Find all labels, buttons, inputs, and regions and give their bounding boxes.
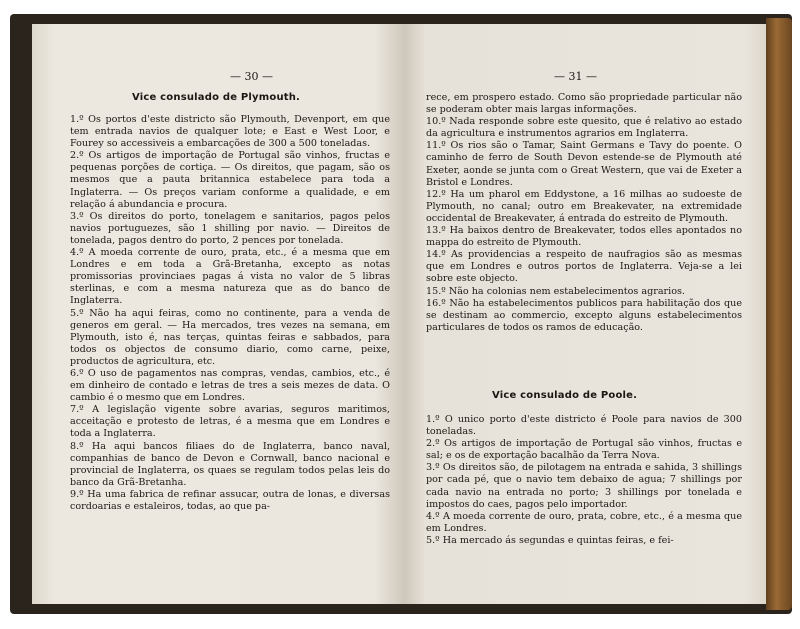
paragraph: 3.º Os direitos do porto, tonelagem e sanitarios, pagos pelos navios portuguezes, são 1 shilling por navio. — Direitos de tonelada, pagos dentro do porto, 2 pences por tonelada. — [70, 210, 390, 246]
paragraph: 7.º A legislação vigente sobre avarias, seguros maritimos, acceitação e protesto de letras, é a mesma que em Londres e toda a Inglaterra. — [70, 404, 390, 440]
paragraph: 15.º Não ha colonias nem estabelecimentos agrarios. — [426, 285, 685, 297]
open-book — [10, 14, 792, 614]
book-edge-right — [766, 18, 792, 610]
paragraph: 8.º Ha aqui bancos filiaes do de Inglaterra, banco naval, companhias de banco de Devon e Cornwall, banco nacional e provincial de Inglaterra, os quaes se regulam todos pelas leis do banco da Grã-Bretanha. — [70, 440, 390, 488]
paragraph: 10.º Nada responde sobre este quesito, que é relativo ao estado da agricultura e instrumentos agrarios em Inglaterra. — [426, 116, 742, 140]
paragraph: 2.º Os artigos de importação de Portugal são vinhos, fructas e pequenas porções de cortiça. — Os direitos, que pagam, são os mesmos que a pauta britannica estabelece para toda a Inglaterra. — Os preços variam conforme a qualidade, e em relação á abundancia e procura. — [70, 150, 390, 210]
right-page — [404, 24, 766, 604]
paragraph: 13.º Ha baixos dentro de Breakevater, todos elles apontados no mappa do estreito de Plymouth. — [426, 225, 742, 249]
section-title: Vice consulado de Plymouth. — [132, 92, 301, 103]
page-number: — 31 — — [554, 70, 597, 83]
paragraph: 9.º Ha uma fabrica de refinar assucar, outra de lonas, e diversas cordoarias e estaleiros, todas, ao que pa- — [70, 488, 390, 512]
paragraph: 16.º Não ha estabelecimentos publicos para habilitação dos que se destinam ao commercio, excepto alguns estabelecimentos particulares de todos os ramos de educação. — [426, 297, 742, 333]
paragraph: 5.º Não ha aqui feiras, como no continente, para a venda de generos em geral. — Ha mercados, tres vezes na semana, em Plymouth, isto é, nas terças, quintas feiras e sabbados, para todos os objectos de consumo diario, como carne, peixe, productos de agricultura, etc. — [70, 307, 390, 367]
left-page-text — [70, 114, 390, 513]
paragraph: 1.º O unico porto d'este districto é Poole para navios de 300 toneladas. — [426, 414, 742, 438]
paragraph: 4.º A moeda corrente de ouro, prata, cobre, etc., é a mesma que em Londres. — [426, 510, 742, 534]
left-page — [32, 24, 404, 604]
paragraph: 4.º A moeda corrente de ouro, prata, etc., é a mesma que em Londres e em toda a Grã-Bretanha, excepto as notas promissorias provinciaes pagas á vista no valor de 5 libras sterlinas, e com a mesma natureza que as do banco de Inglaterra. — [70, 247, 390, 307]
paragraph: 14.º As providencias a respeito de naufragios são as mesmas que em Londres e outros portos de Inglaterra. Veja-se a lei sobre este objecto. — [426, 249, 742, 285]
paragraph: 1.º Os portos d'este districto são Plymouth, Devenport, em que tem entrada navios de qualquer lote; e East e West Loor, e Fourey so accessiveis a embarcações de 300 a 500 toneladas. — [70, 114, 390, 150]
section-title: Vice consulado de Poole. — [492, 390, 638, 401]
paragraph: rece, em prospero estado. Como são propriedade particular não se poderam obter mais largas informações. — [426, 92, 742, 116]
paragraph: 2.º Os artigos de importação de Portugal são vinhos, fructas e sal; e os de exportação bacalhão da Terra Nova. — [426, 438, 742, 462]
paragraph: 5.º Ha mercado ás segundas e quintas feiras, e fei- — [426, 534, 674, 546]
paragraph: 11.º Os rios são o Tamar, Saint Germans e Tavy do poente. O caminho de ferro de South Devon estende-se de Plymouth até Exeter, aonde se junta com o Great Western, que vai de Exeter a Bristol e Londres. — [426, 140, 742, 188]
paragraph: 3.º Os direitos são, de pilotagem na entrada e sahida, 3 shillings por cada pé, que o navio tem debaixo de agua; 7 shillings por cada navio na entrada no porto; 3 shillings por tonelada e impostos do caes, pagos pelo importador. — [426, 462, 742, 510]
paragraph: 6.º O uso de pagamentos nas compras, vendas, cambios, etc., é em dinheiro de contado e letras de tres a seis mezes de data. O cambio é o mesmo que em Londres. — [70, 367, 390, 404]
page-number: — 30 — — [230, 70, 273, 83]
right-page-text-bottom — [426, 414, 742, 547]
paragraph: 12.º Ha um pharol em Eddystone, a 16 milhas ao sudoeste de Plymouth, no canal; outro em Breakevater, na extremidade occidental de Breakevater, á entrada do estreito de Plymouth. — [426, 188, 742, 224]
right-page-text-top — [426, 92, 742, 334]
